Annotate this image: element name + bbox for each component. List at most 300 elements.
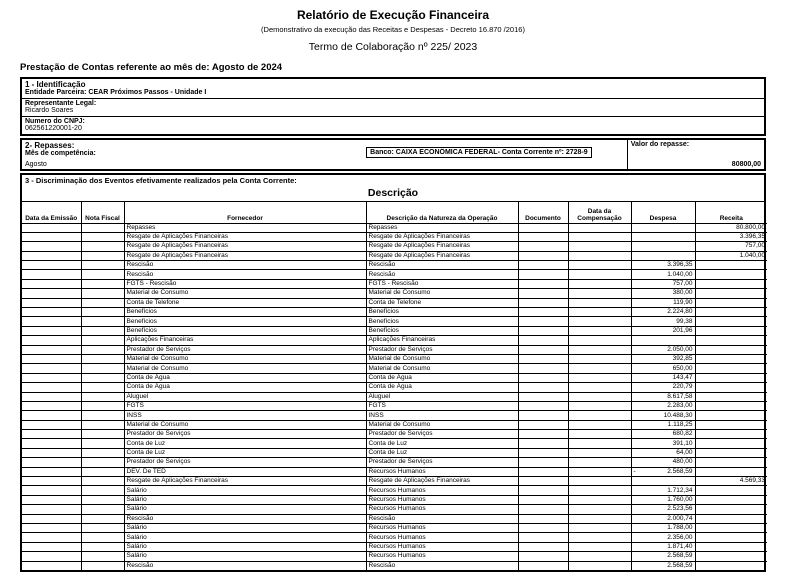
table-row: [22, 232, 767, 241]
cell-nota-fiscal: [81, 392, 124, 401]
cell-data-emissao: [22, 430, 81, 439]
table-body: [22, 223, 767, 570]
cell-nota-fiscal: [81, 505, 124, 514]
cell-despesa: 2.050,00: [631, 345, 695, 354]
cell-fornecedor: FGTS - Rescisão: [124, 279, 366, 288]
cell-data-emissao: [22, 477, 81, 486]
cell-data-compensacao: [568, 289, 631, 298]
eventos-table: [22, 202, 767, 570]
cell-despesa: 391,10: [631, 439, 695, 448]
cell-receita: [695, 345, 767, 354]
cell-receita: [695, 298, 767, 307]
table-row: [22, 552, 767, 561]
cell-descricao-operacao: Material de Consumo: [366, 420, 518, 429]
table-row: [22, 373, 767, 382]
cell-descricao-operacao: INSS: [366, 411, 518, 420]
cell-nota-fiscal: [81, 336, 124, 345]
cell-documento: [518, 232, 568, 241]
cell-receita: [695, 552, 767, 561]
cell-descricao-operacao: Material de Consumo: [366, 354, 518, 363]
cell-despesa: 2.356,00: [631, 533, 695, 542]
cell-nota-fiscal: [81, 430, 124, 439]
cell-receita: [695, 373, 767, 382]
cell-nota-fiscal: [81, 552, 124, 561]
cell-nota-fiscal: [81, 373, 124, 382]
cell-fornecedor: FGTS: [124, 401, 366, 410]
cell-data-emissao: [22, 354, 81, 363]
identificacao-section: [20, 77, 766, 136]
table-row: [22, 242, 767, 251]
cell-data-compensacao: [568, 308, 631, 317]
cell-fornecedor: Resgate de Aplicações Financeiras: [124, 251, 366, 260]
cell-data-compensacao: [568, 232, 631, 241]
discriminacao-section-title: 3 - Discriminação dos Eventos efetivamente realizados pela Conta Corrente:: [25, 176, 297, 185]
cell-descricao-operacao: Rescisão: [366, 261, 518, 270]
cell-receita: [695, 467, 767, 476]
cell-receita: [695, 542, 767, 551]
mes-competencia-value: Agosto: [25, 161, 47, 168]
cell-despesa: 99,38: [631, 317, 695, 326]
cell-descricao-operacao: Resgate de Aplicações Financeiras: [366, 242, 518, 251]
cell-fornecedor: Prestador de Serviços: [124, 345, 366, 354]
cell-documento: [518, 486, 568, 495]
cell-despesa: 2.283,00: [631, 401, 695, 410]
representante-row: [22, 99, 764, 117]
cell-despesa: 220,79: [631, 383, 695, 392]
cell-documento: [518, 524, 568, 533]
cell-receita: [695, 430, 767, 439]
cell-receita: [695, 383, 767, 392]
cell-fornecedor: Resgate de Aplicações Financeiras: [124, 242, 366, 251]
cell-descricao-operacao: Recursos Humanos: [366, 524, 518, 533]
cell-documento: [518, 298, 568, 307]
repasses-left-cell: [22, 140, 364, 169]
cell-fornecedor: Conta de Água: [124, 383, 366, 392]
cell-nota-fiscal: [81, 458, 124, 467]
cell-data-emissao: [22, 345, 81, 354]
table-row: [22, 533, 767, 542]
cell-descricao-operacao: Resgate de Aplicações Financeiras: [366, 477, 518, 486]
cell-data-emissao: [22, 505, 81, 514]
table-row: [22, 270, 767, 279]
cell-nota-fiscal: [81, 232, 124, 241]
cell-despesa: 380,00: [631, 289, 695, 298]
repasses-valor-cell: [627, 140, 764, 169]
cell-despesa: 680,82: [631, 430, 695, 439]
identificacao-section-title: 1 - Identificação: [25, 80, 86, 89]
cell-documento: [518, 561, 568, 570]
cell-documento: [518, 270, 568, 279]
cell-descricao-operacao: Material de Consumo: [366, 364, 518, 373]
cell-despesa: 1.871,40: [631, 542, 695, 551]
cell-descricao-operacao: Material de Consumo: [366, 289, 518, 298]
cell-data-compensacao: [568, 458, 631, 467]
cell-descricao-operacao: Benefícios: [366, 317, 518, 326]
cell-fornecedor: Benefícios: [124, 317, 366, 326]
cell-despesa: 3.396,35: [631, 261, 695, 270]
cell-data-emissao: [22, 542, 81, 551]
cell-documento: [518, 495, 568, 504]
entidade-parceira: Entidade Parceira: CEAR Próximos Passos - Unidade I: [25, 89, 207, 96]
cell-receita: [695, 261, 767, 270]
cell-receita: [695, 364, 767, 373]
cell-data-compensacao: [568, 364, 631, 373]
cell-despesa: 480,00: [631, 458, 695, 467]
cell-receita: [695, 448, 767, 457]
cell-despesa: 2.000,74: [631, 514, 695, 523]
cell-nota-fiscal: [81, 514, 124, 523]
cell-data-compensacao: [568, 279, 631, 288]
cell-documento: [518, 354, 568, 363]
table-row: [22, 561, 767, 570]
cell-data-emissao: [22, 458, 81, 467]
cell-nota-fiscal: [81, 477, 124, 486]
cell-data-emissao: [22, 251, 81, 260]
cell-receita: [695, 317, 767, 326]
cell-receita: [695, 354, 767, 363]
cell-data-compensacao: [568, 270, 631, 279]
table-row: [22, 298, 767, 307]
header-fornecedor: Fornecedor: [124, 202, 366, 223]
cell-nota-fiscal: [81, 364, 124, 373]
cell-fornecedor: Benefícios: [124, 308, 366, 317]
representante-label: Representante Legal:: [25, 100, 97, 107]
table-row: [22, 261, 767, 270]
cell-nota-fiscal: [81, 486, 124, 495]
cell-data-compensacao: [568, 524, 631, 533]
cell-fornecedor: Repasses: [124, 223, 366, 232]
cell-fornecedor: Conta de Luz: [124, 448, 366, 457]
header-descricao-operacao: Descrição da Natureza da Operação: [366, 202, 518, 223]
cell-data-compensacao: [568, 542, 631, 551]
table-row: [22, 477, 767, 486]
cell-descricao-operacao: Resgate de Aplicações Financeiras: [366, 232, 518, 241]
table-row: [22, 383, 767, 392]
cell-receita: [695, 458, 767, 467]
table-row: [22, 439, 767, 448]
table-row: [22, 345, 767, 354]
cell-data-compensacao: [568, 251, 631, 260]
cell-receita: [695, 505, 767, 514]
cell-descricao-operacao: Conta de Telefone: [366, 298, 518, 307]
discriminacao-section: [20, 173, 766, 572]
cell-nota-fiscal: [81, 542, 124, 551]
cell-nota-fiscal: [81, 298, 124, 307]
cell-fornecedor: Conta de Telefone: [124, 298, 366, 307]
cell-receita: [695, 533, 767, 542]
cell-data-compensacao: [568, 420, 631, 429]
table-row: [22, 430, 767, 439]
cell-despesa: [631, 232, 695, 241]
cell-fornecedor: Conta de Água: [124, 373, 366, 382]
cell-fornecedor: Material de Consumo: [124, 354, 366, 363]
cell-fornecedor: Salário: [124, 505, 366, 514]
cell-documento: [518, 505, 568, 514]
cell-data-compensacao: [568, 383, 631, 392]
cell-descricao-operacao: Resgate de Aplicações Financeiras: [366, 251, 518, 260]
representante-value: Ricardo Soares: [25, 107, 74, 114]
cell-receita: [695, 308, 767, 317]
cell-documento: [518, 411, 568, 420]
cell-data-compensacao: [568, 430, 631, 439]
cell-fornecedor: Prestador de Serviços: [124, 430, 366, 439]
cell-data-compensacao: [568, 373, 631, 382]
cell-fornecedor: Aplicações Financeiras: [124, 336, 366, 345]
cell-documento: [518, 533, 568, 542]
cell-documento: [518, 242, 568, 251]
cell-documento: [518, 448, 568, 457]
cell-documento: [518, 373, 568, 382]
cell-descricao-operacao: Conta de Luz: [366, 439, 518, 448]
cell-despesa: [631, 223, 695, 232]
cell-data-compensacao: [568, 467, 631, 476]
cell-documento: [518, 552, 568, 561]
cell-documento: [518, 420, 568, 429]
table-row: [22, 317, 767, 326]
cell-data-compensacao: [568, 411, 631, 420]
cell-documento: [518, 279, 568, 288]
table-row: [22, 486, 767, 495]
cell-data-emissao: [22, 308, 81, 317]
cell-descricao-operacao: Aluguel: [366, 392, 518, 401]
cell-descricao-operacao: Prestador de Serviços: [366, 430, 518, 439]
cell-documento: [518, 467, 568, 476]
table-row: [22, 289, 767, 298]
cell-nota-fiscal: [81, 261, 124, 270]
cell-data-emissao: [22, 495, 81, 504]
prestacao-contas-heading: Prestação de Contas referente ao mês de: Agosto de 2024: [20, 62, 283, 73]
cnpj-value: 062561220001-20: [25, 125, 82, 132]
cell-data-emissao: [22, 270, 81, 279]
cell-nota-fiscal: [81, 467, 124, 476]
cell-despesa: 1.760,00: [631, 495, 695, 504]
table-row: [22, 279, 767, 288]
cell-data-compensacao: [568, 448, 631, 457]
identificacao-row: [22, 79, 764, 99]
cell-nota-fiscal: [81, 223, 124, 232]
cell-nota-fiscal: [81, 242, 124, 251]
cnpj-label: Numero do CNPJ:: [25, 118, 85, 125]
cell-receita: [695, 524, 767, 533]
cell-nota-fiscal: [81, 289, 124, 298]
cell-descricao-operacao: Rescisão: [366, 561, 518, 570]
cell-documento: [518, 336, 568, 345]
cell-receita: 4.569,33: [695, 477, 767, 486]
cell-data-compensacao: [568, 336, 631, 345]
table-row: [22, 420, 767, 429]
cell-data-emissao: [22, 223, 81, 232]
cell-fornecedor: Material de Consumo: [124, 289, 366, 298]
cell-data-compensacao: [568, 261, 631, 270]
cell-data-compensacao: [568, 401, 631, 410]
cell-documento: [518, 392, 568, 401]
table-row: [22, 514, 767, 523]
table-row: [22, 467, 767, 476]
cell-data-emissao: [22, 383, 81, 392]
cell-nota-fiscal: [81, 279, 124, 288]
cell-descricao-operacao: Conta de Água: [366, 373, 518, 382]
table-row: [22, 458, 767, 467]
cell-despesa: 10.488,30: [631, 411, 695, 420]
table-row: [22, 411, 767, 420]
cell-descricao-operacao: Recursos Humanos: [366, 552, 518, 561]
cell-data-emissao: [22, 317, 81, 326]
cell-nota-fiscal: [81, 354, 124, 363]
cell-descricao-operacao: Benefícios: [366, 308, 518, 317]
cell-receita: [695, 289, 767, 298]
cell-descricao-operacao: Repasses: [366, 223, 518, 232]
cell-fornecedor: Salário: [124, 524, 366, 533]
cell-nota-fiscal: [81, 251, 124, 260]
cell-nota-fiscal: [81, 308, 124, 317]
cell-descricao-operacao: FGTS: [366, 401, 518, 410]
cell-despesa: 64,00: [631, 448, 695, 457]
cell-data-compensacao: [568, 298, 631, 307]
cell-data-compensacao: [568, 223, 631, 232]
cell-despesa: 2.224,80: [631, 308, 695, 317]
header-despesa: Despesa: [631, 202, 695, 223]
cell-fornecedor: Material de Consumo: [124, 420, 366, 429]
cell-receita: [695, 514, 767, 523]
table-row: [22, 364, 767, 373]
cell-descricao-operacao: Recursos Humanos: [366, 533, 518, 542]
cell-data-emissao: [22, 279, 81, 288]
cell-fornecedor: Rescisão: [124, 514, 366, 523]
cell-documento: [518, 514, 568, 523]
cell-fornecedor: Prestador de Serviços: [124, 458, 366, 467]
cell-despesa: 1.712,34: [631, 486, 695, 495]
cell-documento: [518, 458, 568, 467]
cell-data-emissao: [22, 420, 81, 429]
cell-receita: [695, 486, 767, 495]
cell-documento: [518, 401, 568, 410]
cell-data-emissao: [22, 486, 81, 495]
cell-documento: [518, 439, 568, 448]
repasses-section-title: 2- Repasses:: [25, 141, 75, 150]
cell-documento: [518, 345, 568, 354]
cell-despesa: [631, 477, 695, 486]
cell-despesa: 1.788,00: [631, 524, 695, 533]
cell-fornecedor: Rescisão: [124, 561, 366, 570]
cell-data-compensacao: [568, 392, 631, 401]
table-row: [22, 505, 767, 514]
cell-data-compensacao: [568, 345, 631, 354]
cell-data-compensacao: [568, 514, 631, 523]
cell-descricao-operacao: Conta de Luz: [366, 448, 518, 457]
cell-despesa: [631, 336, 695, 345]
cell-documento: [518, 251, 568, 260]
cell-fornecedor: Conta de Luz: [124, 439, 366, 448]
table-row: [22, 495, 767, 504]
header-nota-fiscal: Nota Fiscal: [81, 202, 124, 223]
cell-descricao-operacao: Rescisão: [366, 270, 518, 279]
cell-descricao-operacao: Aplicações Financeiras: [366, 336, 518, 345]
cell-descricao-operacao: Recursos Humanos: [366, 542, 518, 551]
cell-data-emissao: [22, 439, 81, 448]
cell-data-emissao: [22, 373, 81, 382]
cell-despesa: [631, 251, 695, 260]
cell-receita: [695, 279, 767, 288]
cell-data-emissao: [22, 533, 81, 542]
cell-data-emissao: [22, 467, 81, 476]
cell-nota-fiscal: [81, 420, 124, 429]
header-data-compensacao: Data da Compensação: [568, 202, 631, 223]
cell-nota-fiscal: [81, 439, 124, 448]
cell-data-compensacao: [568, 495, 631, 504]
cell-data-compensacao: [568, 561, 631, 570]
cell-receita: [695, 495, 767, 504]
cell-data-emissao: [22, 524, 81, 533]
cell-nota-fiscal: [81, 345, 124, 354]
cell-receita: [695, 561, 767, 570]
cell-documento: [518, 289, 568, 298]
cell-data-emissao: [22, 336, 81, 345]
cell-data-emissao: [22, 392, 81, 401]
cell-data-compensacao: [568, 533, 631, 542]
cell-despesa: 650,00: [631, 364, 695, 373]
banco-conta-box: Banco: CAIXA ECONÔMICA FEDERAL- Conta Corrente nº: 2728-9: [366, 147, 592, 158]
cell-data-emissao: [22, 289, 81, 298]
cell-despesa: 143,47: [631, 373, 695, 382]
table-header-row: [22, 202, 767, 223]
header-receita: Receita: [695, 202, 767, 223]
cell-receita: [695, 392, 767, 401]
cell-data-compensacao: [568, 477, 631, 486]
table-row: [22, 336, 767, 345]
cell-fornecedor: Benefícios: [124, 326, 366, 335]
cell-data-emissao: [22, 411, 81, 420]
cell-documento: [518, 261, 568, 270]
header-data-emissao: Data da Emissão: [22, 202, 81, 223]
repasses-banco-cell: [364, 140, 627, 169]
cell-fornecedor: Resgate de Aplicações Financeiras: [124, 477, 366, 486]
cell-data-emissao: [22, 552, 81, 561]
cell-despesa: 2.568,59: [631, 552, 695, 561]
repasses-section: [20, 138, 766, 171]
cell-documento: [518, 477, 568, 486]
cell-fornecedor: Salário: [124, 533, 366, 542]
cell-data-compensacao: [568, 505, 631, 514]
cell-documento: [518, 364, 568, 373]
cell-data-compensacao: [568, 552, 631, 561]
cell-nota-fiscal: [81, 561, 124, 570]
cell-fornecedor: Material de Consumo: [124, 364, 366, 373]
cell-documento: [518, 542, 568, 551]
cell-descricao-operacao: Recursos Humanos: [366, 486, 518, 495]
cell-fornecedor: Salário: [124, 542, 366, 551]
cell-documento: [518, 326, 568, 335]
cell-despesa: 757,00: [631, 279, 695, 288]
cell-data-emissao: [22, 298, 81, 307]
cell-receita: [695, 326, 767, 335]
mes-competencia-label: Mês de competência:: [25, 150, 96, 157]
cell-nota-fiscal: [81, 495, 124, 504]
cell-fornecedor: Resgate de Aplicações Financeiras: [124, 232, 366, 241]
cell-despesa: 119,90: [631, 298, 695, 307]
cell-nota-fiscal: [81, 401, 124, 410]
valor-repasse-label: Valor do repasse:: [630, 141, 690, 148]
cell-data-emissao: [22, 401, 81, 410]
cell-data-compensacao: [568, 486, 631, 495]
descricao-title: Descrição: [22, 186, 764, 202]
cell-receita: 80.800,00: [695, 223, 767, 232]
table-row: [22, 401, 767, 410]
cell-descricao-operacao: Recursos Humanos: [366, 505, 518, 514]
cell-nota-fiscal: [81, 448, 124, 457]
cell-descricao-operacao: Recursos Humanos: [366, 495, 518, 504]
cell-data-compensacao: [568, 326, 631, 335]
cell-descricao-operacao: FGTS - Rescisão: [366, 279, 518, 288]
